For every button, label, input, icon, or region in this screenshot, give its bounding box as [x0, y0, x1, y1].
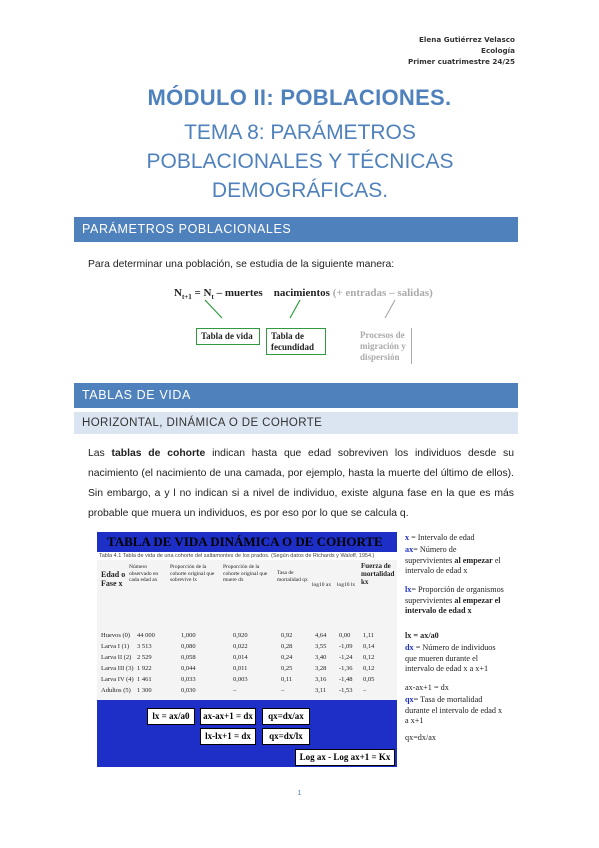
table-cell: 1,000	[181, 632, 196, 639]
box-fertility-table: Tabla de fecundidad	[266, 328, 326, 355]
params-intro: Para determinar una población, se estudia de la siguiente manera:	[88, 259, 395, 270]
table-cell: –	[233, 687, 237, 694]
table-cell: 1,11	[363, 632, 375, 639]
table-cell: -1,09	[339, 643, 353, 650]
section-heading-tables: TABLAS DE VIDA	[74, 383, 518, 408]
table-cell: 0,24	[281, 654, 293, 661]
table-cell: –	[363, 687, 367, 694]
module-title: MÓDULO II: POBLACIONES.	[147, 85, 452, 110]
figure-formula-panel	[97, 700, 397, 767]
table-cell: 1 461	[137, 676, 152, 683]
formula-lx: lx = ax/a0	[147, 708, 195, 725]
table-cell: 0,92	[281, 632, 293, 639]
table-cell: 0,28	[281, 643, 293, 650]
table-cell: 0,014	[233, 654, 248, 661]
table-cell: Larva I (1)	[101, 643, 130, 650]
table-cell: 1 300	[137, 687, 152, 694]
header-author: Elena Gutiérrez Velasco	[419, 35, 515, 44]
table-cell: Huevos (0)	[101, 632, 131, 639]
table-cell: 0,11	[281, 676, 293, 683]
figure-caption: Tabla 4.1 Tabla de vida de una cohorte del saltamontes de los prados. (Según datos de Richards y Waloff, 1954.)	[99, 553, 375, 559]
table-cell: 44 000	[137, 632, 155, 639]
formula-dx-l: lx-lx+1 = dx	[200, 728, 256, 745]
side-note: lx = ax/a0	[405, 631, 439, 640]
table-cell: Larva IV (4)	[101, 676, 134, 683]
table-cell: 0,044	[181, 665, 196, 672]
table-cell: 0,12	[363, 654, 375, 661]
col-header-5: log10 ax	[312, 582, 332, 588]
header-term: Primer cuatrimestre 24/25	[408, 57, 515, 66]
cohort-table-figure	[97, 532, 397, 767]
col-header-7: Fuerza de mortalidad kx	[361, 562, 395, 586]
table-cell: Adultos (5)	[101, 687, 131, 694]
table-cell: 0,011	[233, 665, 248, 672]
table-cell: -1,53	[339, 687, 353, 694]
table-cell: 0,05	[363, 676, 375, 683]
col-header-6: log10 lx	[337, 582, 356, 588]
table-cell: 1 922	[137, 665, 152, 672]
col-header-0: Edad o Fase x	[101, 570, 126, 588]
table-cell: 0,00	[339, 632, 351, 639]
side-note: ax= Número de supervivientes al empezar el intervalo de edad x	[405, 545, 501, 576]
col-header-3: Proporción de la cohorte original que muere dx	[223, 564, 268, 583]
table-cell: -1,24	[339, 654, 353, 661]
table-cell: 0,022	[233, 643, 248, 650]
table-cell: Larva II (2)	[101, 654, 132, 661]
figure-title: TABLA DE VIDA DINÁMICA O DE COHORTE	[97, 532, 397, 552]
section-heading-params: PARÁMETROS POBLACIONALES	[74, 217, 518, 242]
table-cell: 0,12	[363, 665, 375, 672]
page-number: 1	[297, 790, 302, 797]
cohort-paragraph: Las tablas de cohorte indican hasta que edad sobreviven los individuos desde su nacimiento (el nacimiento de una camada, por ejemplo, hasta la muerte del último de ellos). Sin embargo, a y l no indican si a nivel de individuo, existe alguna fase en la que es más probable que muera un individuos, es por eso por lo que se calcula q.	[88, 448, 514, 519]
col-header-1: Número observado en cada edad ax	[129, 564, 159, 583]
subsection-heading-cohort: HORIZONTAL, DINÁMICA O DE COHORTE	[74, 412, 518, 434]
table-cell: 3,55	[315, 643, 327, 650]
formula-qx-l: qx=dx/lx	[262, 728, 310, 745]
table-cell: 3,28	[315, 665, 327, 672]
col-header-4: Tasa de mortalidad qx	[277, 570, 308, 583]
side-note: x = Intervalo de edad	[405, 533, 475, 542]
side-note: ax-ax+1 = dx	[405, 683, 449, 692]
table-cell: 0,030	[181, 687, 196, 694]
box-migration: Procesos de migración y dispersión	[356, 328, 412, 364]
table-cell: 0,003	[233, 676, 248, 683]
table-cell: 0,058	[181, 654, 196, 661]
table-cell: 0,25	[281, 665, 293, 672]
table-cell: 3,11	[315, 687, 327, 694]
table-cell: 0,033	[181, 676, 196, 683]
side-note: qx= Tasa de mortalidad durante el intervalo de edad x a x+1	[405, 695, 503, 726]
side-note: dx = Número de individuos que mueren durante el intervalo de edad x a x+1	[405, 643, 496, 674]
header-subject: Ecología	[481, 46, 515, 55]
table-cell: 2 529	[137, 654, 152, 661]
table-cell: 0,14	[363, 643, 375, 650]
table-cell: -1,48	[339, 676, 353, 683]
table-cell: 3,40	[315, 654, 327, 661]
table-cell: 0,080	[181, 643, 196, 650]
population-formula: $N_{t+1} = N_t$ – muertes nacimientos (+ entradas – salidas)	[174, 287, 433, 302]
figure-table	[97, 560, 397, 700]
side-note: lx= Proporción de organismos supervivientes al empezar el intervalo de edad x	[405, 585, 504, 616]
table-cell: 3 513	[137, 643, 152, 650]
topic-title: TEMA 8: PARÁMETROS POBLACIONALES Y TÉCNICAS DEMOGRÁFICAS.	[146, 121, 454, 202]
table-cell: -1,36	[339, 665, 353, 672]
table-cell: –	[281, 687, 285, 694]
formula-kx: Log ax - Log ax+1 = Kx	[295, 749, 395, 766]
side-note: qx=dx/ax	[405, 733, 436, 742]
col-header-2: Proporción de la cohorte original que sobrevive lx	[170, 564, 215, 583]
table-cell: 0,920	[233, 632, 248, 639]
box-life-table: Tabla de vida	[196, 328, 260, 345]
formula-dx-a: ax-ax+1 = dx	[200, 708, 256, 725]
formula-qx-a: qx=dx/ax	[262, 708, 310, 725]
table-cell: 3,16	[315, 676, 327, 683]
table-cell: 4,64	[315, 632, 327, 639]
table-cell: Larva III (3)	[101, 665, 134, 672]
